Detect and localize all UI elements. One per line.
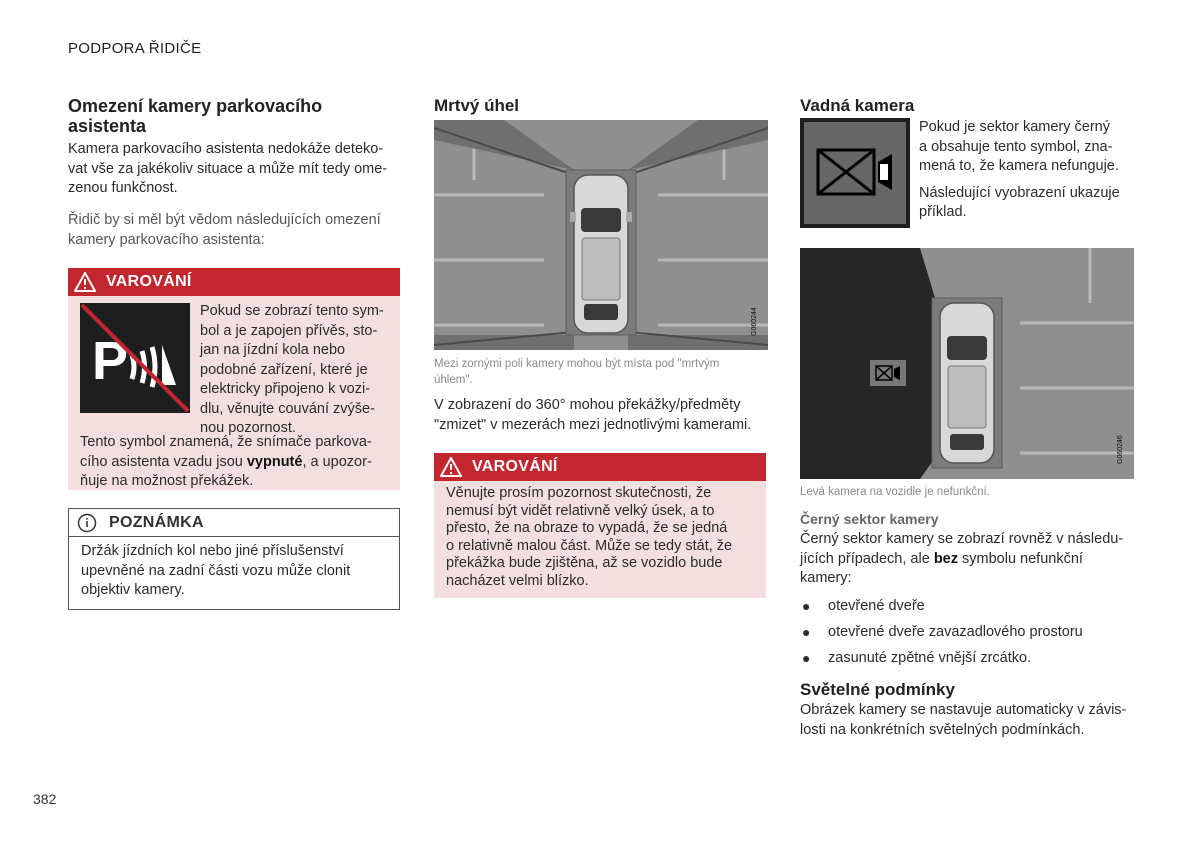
running-header: PODPORA ŘIDIČE: [68, 40, 202, 57]
section-heading-faulty-camera: Vadná kamera: [800, 96, 915, 115]
warning-box-trailer: [68, 268, 400, 490]
warning-triangle-icon: [440, 457, 462, 477]
info-icon: [77, 513, 97, 533]
svg-text:P: P: [92, 331, 129, 391]
warning-title: VAROVÁNÍ: [106, 273, 192, 290]
blind-spot-caption: Mezi zornými poli kamery mohou být místa pod "mrtvým úhlem".: [434, 358, 720, 386]
image-code: G060244: [751, 307, 758, 336]
parking-sensor-off-icon: [80, 303, 190, 413]
intro-paragraph: Kamera parkovacího asistenta nedokáže deteko- vat vše za jakékoliv situace a může mít tedy ome- zenou funkčnost.: [68, 141, 388, 196]
black-sector-subheading: Černý sektor kamery: [800, 511, 939, 527]
bullet-icon: ●: [802, 624, 811, 640]
black-sector-list: [800, 597, 1140, 675]
bullet-icon: ●: [802, 650, 811, 666]
black-sector-paragraph: Černý sektor kamery se zobrazí rovněž v následu- jících případech, ale bez symbolu nefunkční kamery:: [800, 531, 1124, 586]
faulty-camera-image: [800, 248, 1134, 479]
note-box: [68, 508, 400, 610]
blind-spot-camera-image: [434, 120, 768, 350]
warning-icon-text: Pokud se zobrazí tento sym- bol a je zapojen přívěs, sto- jan na jízdní kola nebo podobné zařízení, které je elektricky připojeno k vozi- dlu, věnujte couvání zvýše- nou pozornost.: [200, 303, 384, 436]
note-header: [69, 509, 399, 537]
page-number: 382: [33, 791, 57, 807]
warning-triangle-icon: [74, 272, 96, 292]
note-title: POZNÁMKA: [109, 513, 204, 531]
note-text: Držák jízdních kol nebo jiné příslušenství upevněné na zadní části vozu může clonit objektiv kamery.: [81, 543, 351, 598]
blind-spot-paragraph: V zobrazení do 360° mohou překážky/předměty "zmizet" v mezerách mezi jednotlivými kamerami.: [434, 397, 752, 433]
list-item: ● otevřené dveře: [802, 598, 925, 614]
warning-box-blind-spot: [434, 453, 766, 598]
faulty-camera-text: Pokud je sektor kamery černý a obsahuje tento symbol, zna- mená to, že kamera nefunguje. Následující vyobrazení ukazuje příklad.: [919, 119, 1120, 220]
list-item: ● otevřené dveře zavazadlového prostoru: [802, 624, 1083, 640]
image-code: G060246: [1117, 435, 1124, 464]
faulty-camera-caption: Levá kamera na vozidle je nefunkční.: [800, 486, 990, 498]
warning-body: [68, 296, 400, 490]
section-heading-limitations: Omezení kamery parkovacího asistenta: [68, 96, 323, 136]
warning-header: [434, 453, 766, 481]
light-conditions-heading: Světelné podmínky: [800, 680, 955, 699]
section-heading-blind-spot: Mrtvý úhel: [434, 96, 520, 115]
list-item: ● zasunuté zpětné vnější zrcátko.: [802, 650, 1032, 666]
warning-header: [68, 268, 400, 296]
warning-text: Tento symbol znamená, že snímače parkova- cího asistenta vzadu jsou vypnuté, a upozor- ňuje na možnost překážek.: [80, 434, 372, 489]
warning-title: VAROVÁNÍ: [472, 458, 558, 475]
warning-body: Věnujte prosím pozornost skutečnosti, že nemusí být vidět relativně velký úsek, a to přesto, že na obraze to vypadá, že se jedná o relativně malou část. Může se tedy stát, že překážka bude zjištěna, až se vozidlo bude nacházet velmi blízko.: [434, 481, 766, 598]
light-conditions-paragraph: Obrázek kamery se nastavuje automaticky v závis- losti na konkrétních světelných podmínkách.: [800, 702, 1127, 738]
intro-paragraph-2: Řidič by si měl být vědom následujících omezení kamery parkovacího asistenta:: [68, 212, 381, 248]
bullet-icon: ●: [802, 598, 811, 614]
camera-fault-icon: [800, 118, 910, 228]
